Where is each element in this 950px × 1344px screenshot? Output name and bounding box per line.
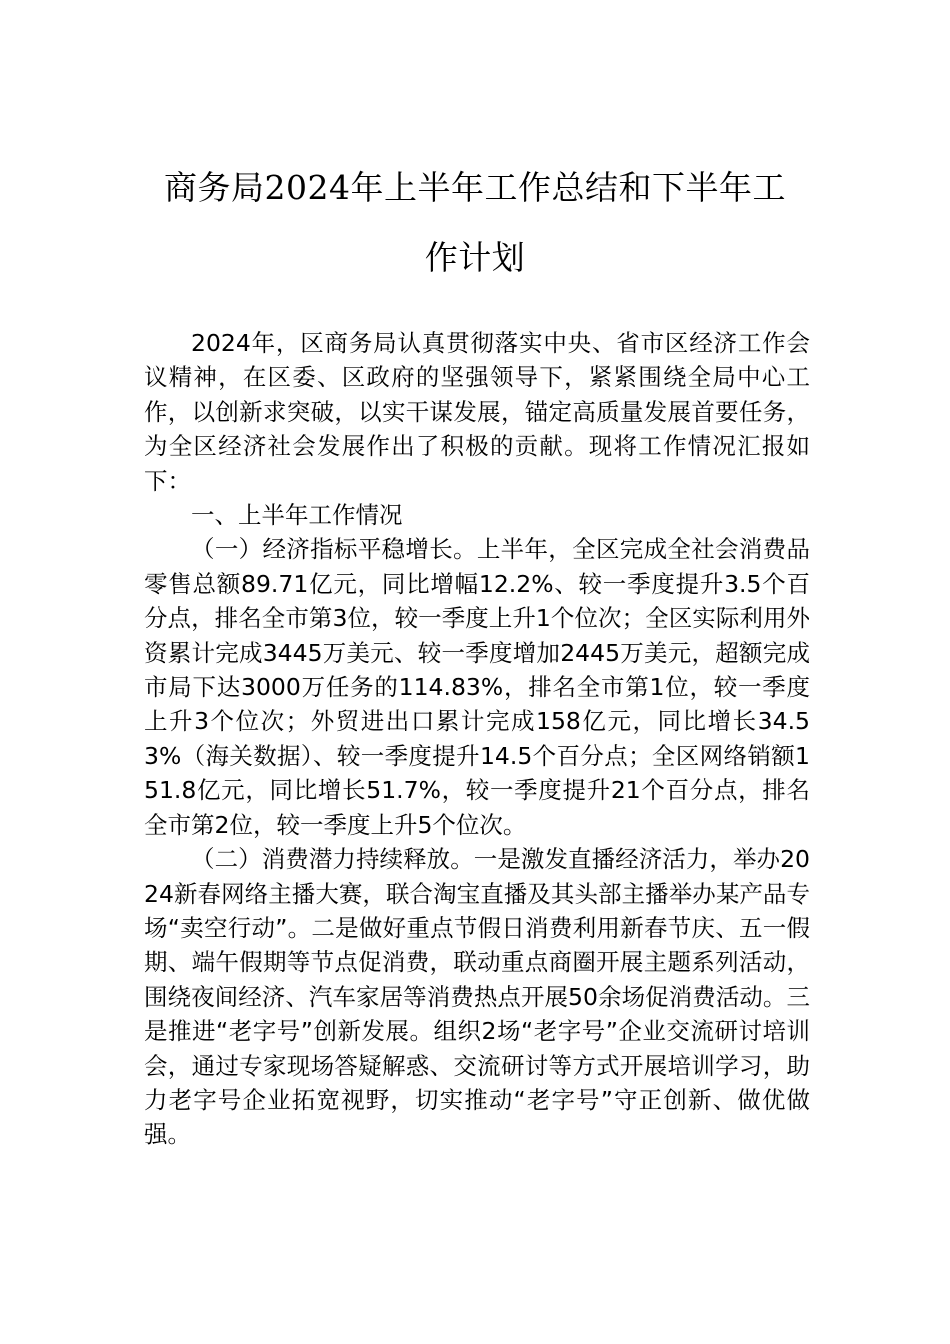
document-body	[144, 326, 810, 1152]
paragraph-consumption-potential: （二）消费潜力持续释放。一是激发直播经济活力，举办2024新春网络主播大赛，联合淘宝直播及其头部主播举办某产品专场“卖空行动”。二是做好重点节假日消费利用新春节庆、五一假期、端午假期等节点促消费，联动重点商圈开展主题系列活动，围绕夜间经济、汽车家居等消费热点开展50余场促消费活动。三是推进“老字号”创新发展。组织2场“老字号”企业交流研讨培训会，通过专家现场答疑解惑、交流研讨等方式开展培训学习，助力老字号企业拓宽视野，切实推动“老字号”守正创新、做优做强。	[144, 845, 810, 1149]
intro-paragraph: 2024年，区商务局认真贯彻落实中央、省市区经济工作会议精神，在区委、区政府的坚强领导下，紧紧围绕全局中心工作，以创新求突破，以实干谋发展，锚定高质量发展首要任务，为全区经济社会发展作出了积极的贡献。现将工作情况汇报如下：	[144, 329, 810, 495]
section-heading-first-half: 一、上半年工作情况	[191, 501, 403, 530]
document-title-line-2: 作计划	[424, 238, 526, 277]
document-title-line-1: 商务局2024年上半年工作总结和下半年工	[164, 168, 786, 207]
paragraph-economic-indicators: （一）经济指标平稳增长。上半年，全区完成全社会消费品零售总额89.71亿元，同比增幅12.2%、较一季度提升3.5个百分点，排名全市第3位，较一季度上升1个位次；全区实际利用外资累计完成3445万美元、较一季度增加2445万美元，超额完成市局下达3000万任务的114.83%，排名全市第1位，较一季度上升3个位次；外贸进出口累计完成158亿元，同比增长34.53%（海关数据）、较一季度提升14.5个百分点；全区网络销额151.8亿元，同比增长51.7%，较一季度提升21个百分点，排名全市第2位，较一季度上升5个位次。	[144, 535, 810, 839]
